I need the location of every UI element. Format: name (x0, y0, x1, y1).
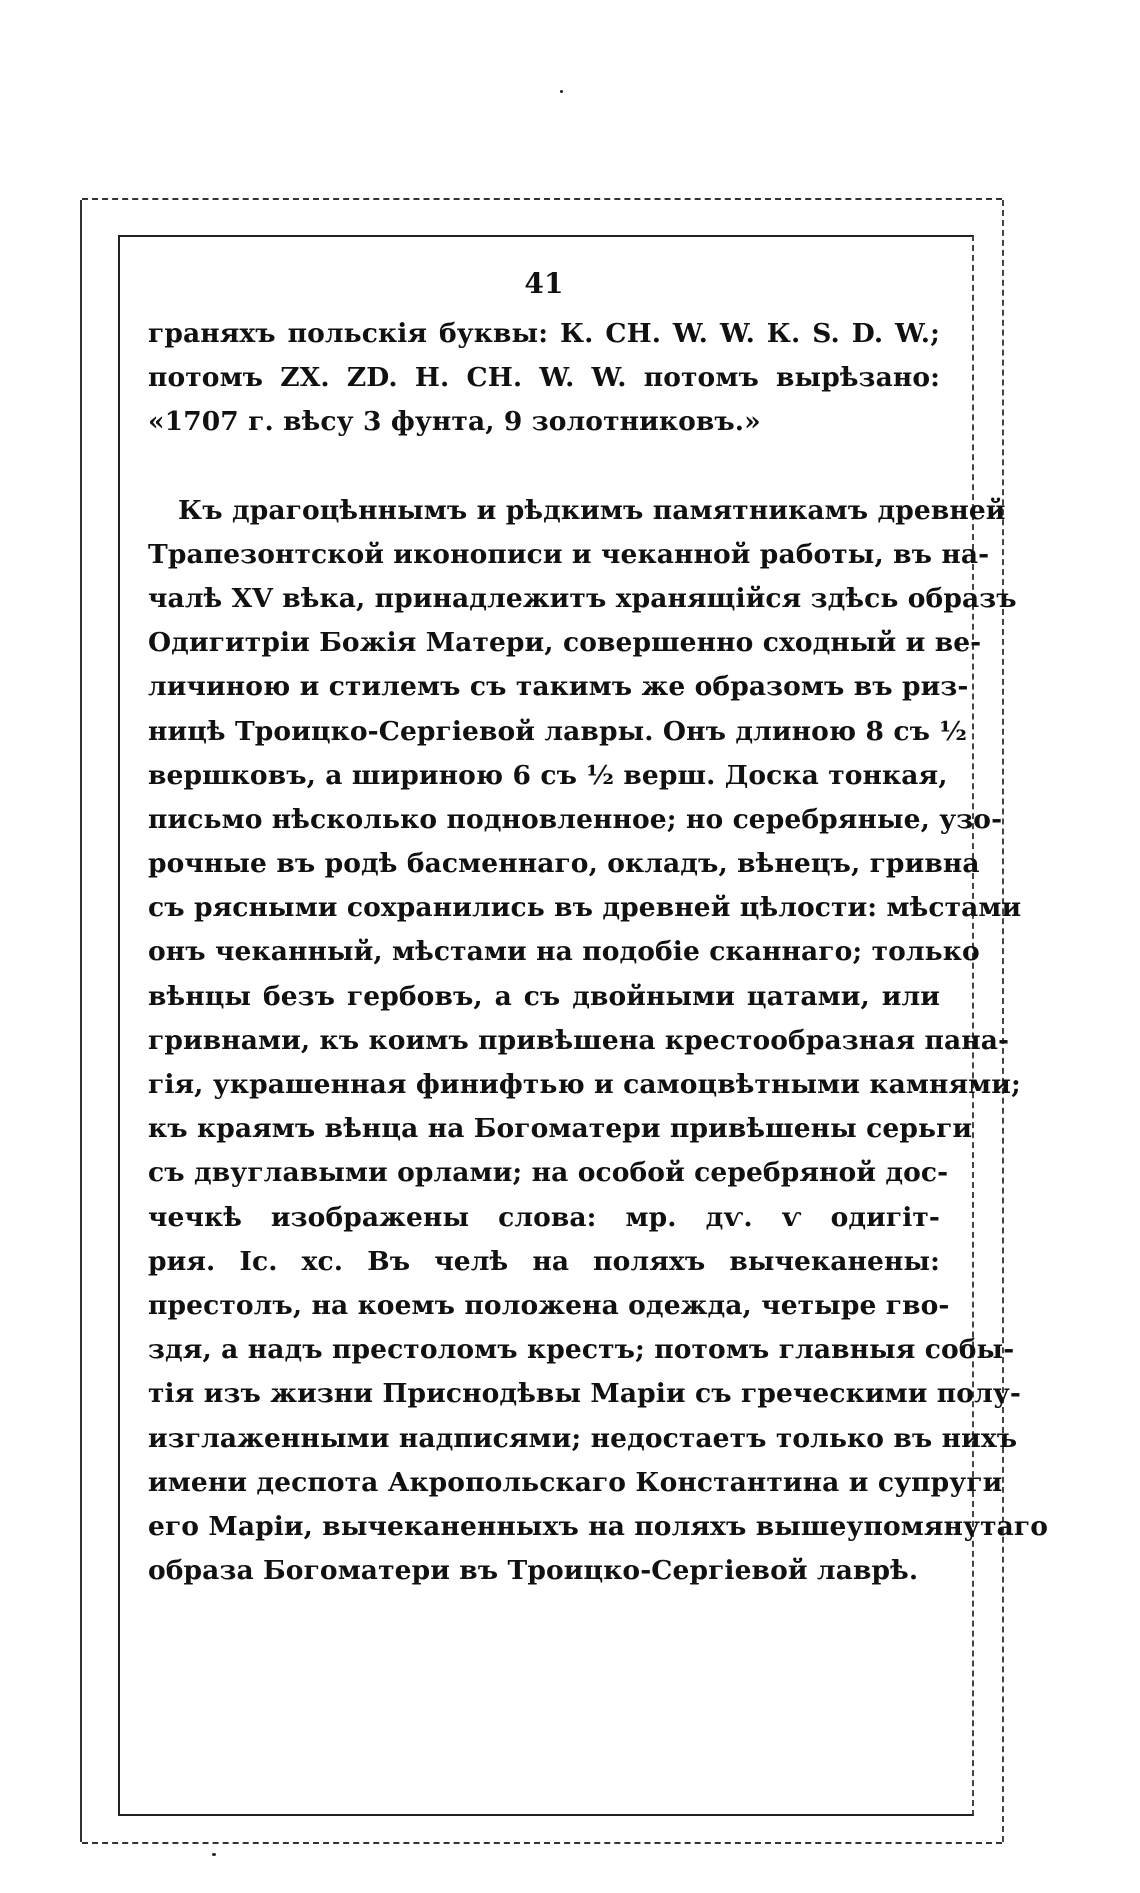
text-line: Къ драгоцѣннымъ и рѣдкимъ памятникамъ древней (178, 494, 1006, 526)
text-line: ницѣ Троицко-Сергіевой лавры. Онъ длиною 8 съ ½ (148, 715, 968, 747)
text-line: онъ чеканный, мѣстами на подобіе сканнаго; только (148, 936, 980, 968)
text-line: вершковъ, а шириною 6 съ ½ верш. Доска тонкая, (148, 759, 948, 791)
text-line: вѣнцы безъ гербовъ, а съ двойными цатами, или (148, 980, 940, 1012)
text-line: здя, а надъ престоломъ крестъ; потомъ главныя собы- (148, 1334, 1015, 1366)
page-number: 41 (524, 267, 564, 300)
text-line: изглаженными надписями; недостаетъ только въ нихъ (148, 1422, 1018, 1454)
text-line: чалѣ XV вѣка, принадлежитъ хранящійся здѣсь образъ (148, 582, 1017, 614)
print-speck-bottom (212, 1853, 216, 1856)
text-line-church-slavonic: чечкѣ изображены слова: мр. дѵ. ѵ одигіт- (148, 1201, 940, 1233)
outer-frame-left-rule (80, 200, 82, 1842)
text-line: Трапезонтской иконописи и чеканной работы, въ на- (148, 538, 990, 570)
outer-frame-right-rule (1002, 200, 1004, 1842)
text-line: престолъ, на коемъ положена одежда, четыре гво- (148, 1289, 950, 1321)
text-line: къ краямъ вѣнца на Богоматери привѣшены серьги (148, 1113, 973, 1145)
text-line-church-slavonic: рия. Іс. хс. Въ челѣ на поляхъ вычеканены: (148, 1245, 940, 1277)
page-text (148, 262, 1049, 1593)
text-line: потомъ ZX. ZD. H. CH. W. W. потомъ вырѣзано: (148, 362, 940, 394)
text-line: граняхъ польскія буквы: К. СН. W. W. К. S. D. W.; (148, 318, 940, 349)
text-line: имени деспота Акропольскаго Константина и супруги (148, 1466, 1003, 1498)
text-line: письмо нѣсколько подновленное; но серебряные, узо- (148, 803, 1003, 835)
text-line: съ рясными сохранились въ древней цѣлости: мѣстами (148, 892, 1022, 924)
text-line: гія, украшенная финифтью и самоцвѣтными камнями; (148, 1069, 1021, 1100)
text-line: гривнами, къ коимъ привѣшена крестообразная пана- (148, 1024, 1010, 1056)
text-line: тія изъ жизни Приснодѣвы Маріи съ греческими полу- (148, 1378, 1022, 1410)
text-line: личиною и стилемъ съ такимъ же образомъ въ риз- (148, 671, 969, 703)
text-line: «1707 г. вѣсу 3 фунта, 9 золотниковъ.» (148, 406, 761, 438)
text-line: его Маріи, вычеканенныхъ на поляхъ вышеупомянутаго (148, 1510, 1049, 1542)
paragraph-gap (148, 445, 940, 489)
text-line: образа Богоматери въ Троицко-Сергіевой лаврѣ. (148, 1555, 919, 1587)
print-speck-top (560, 90, 563, 93)
text-line: Одигитріи Божія Матери, совершенно сходный и ве- (148, 627, 982, 659)
text-line: съ двуглавыми орлами; на особой серебряной дос- (148, 1157, 949, 1189)
text-line: рочные въ родѣ басменнаго, окладъ, вѣнецъ, гривна (148, 848, 980, 880)
